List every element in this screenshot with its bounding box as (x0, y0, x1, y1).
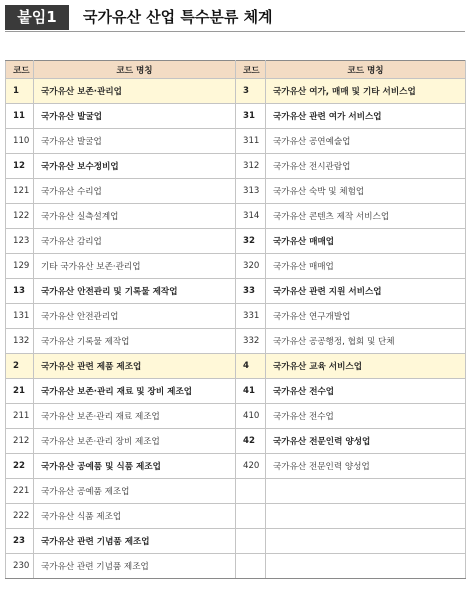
table-row (6, 254, 466, 279)
row-code-right (236, 554, 266, 579)
row-code-left: 122 (6, 204, 34, 229)
row-name-left: 국가유산 공예품 및 식품 제조업 (34, 454, 236, 479)
row-name-left: 국가유산 관련 기념품 제조업 (34, 554, 236, 579)
row-code-left: 221 (6, 479, 34, 504)
row-name-left: 국가유산 발굴업 (34, 129, 236, 154)
row-name-right (266, 479, 466, 504)
header-name-left: 코드 명칭 (34, 61, 236, 79)
row-name-right: 국가유산 전수업 (266, 404, 466, 429)
row-name-left: 국가유산 보존·관리 재료 제조업 (34, 404, 236, 429)
row-name-right: 국가유산 매매업 (266, 254, 466, 279)
row-name-right: 국가유산 콘텐츠 제작 서비스업 (266, 204, 466, 229)
row-name-left: 국가유산 안전관리 및 기록물 제작업 (34, 279, 236, 304)
row-code-left: 222 (6, 504, 34, 529)
row-code-right: 3 (236, 79, 266, 104)
row-code-left: 12 (6, 154, 34, 179)
table-row (6, 129, 466, 154)
title-divider (5, 31, 465, 32)
row-code-right: 41 (236, 379, 266, 404)
table-row (6, 529, 466, 554)
row-name-right: 국가유산 전문인력 양성업 (266, 454, 466, 479)
table-row (6, 204, 466, 229)
row-name-left: 국가유산 수리업 (34, 179, 236, 204)
row-code-right: 320 (236, 254, 266, 279)
row-name-left: 국가유산 실측설계업 (34, 204, 236, 229)
row-name-left: 기타 국가유산 보존·관리업 (34, 254, 236, 279)
row-code-right: 410 (236, 404, 266, 429)
row-code-left: 13 (6, 279, 34, 304)
row-name-right: 국가유산 매매업 (266, 229, 466, 254)
row-code-left: 212 (6, 429, 34, 454)
row-code-left: 123 (6, 229, 34, 254)
document-title: 국가유산 산업 특수분류 체계 (83, 8, 273, 26)
row-name-left: 국가유산 안전관리업 (34, 304, 236, 329)
row-code-right: 4 (236, 354, 266, 379)
row-name-right: 국가유산 관련 지원 서비스업 (266, 279, 466, 304)
row-name-left: 국가유산 관련 기념품 제조업 (34, 529, 236, 554)
row-code-left: 22 (6, 454, 34, 479)
table-row (6, 279, 466, 304)
row-code-right: 313 (236, 179, 266, 204)
row-name-left: 국가유산 보존·관리 장비 제조업 (34, 429, 236, 454)
table-body (6, 79, 466, 579)
row-code-left: 1 (6, 79, 34, 104)
row-name-right (266, 554, 466, 579)
row-name-left: 국가유산 보존·관리 재료 및 장비 제조업 (34, 379, 236, 404)
attachment-badge: 붙임1 (5, 5, 69, 30)
row-name-right: 국가유산 교육 서비스업 (266, 354, 466, 379)
row-code-left: 129 (6, 254, 34, 279)
row-code-right: 331 (236, 304, 266, 329)
row-name-left: 국가유산 감리업 (34, 229, 236, 254)
row-name-right: 국가유산 관련 여가 서비스업 (266, 104, 466, 129)
row-code-right (236, 504, 266, 529)
row-code-right: 31 (236, 104, 266, 129)
row-code-left: 110 (6, 129, 34, 154)
row-code-right: 33 (236, 279, 266, 304)
row-code-left: 211 (6, 404, 34, 429)
row-code-right: 332 (236, 329, 266, 354)
row-code-left: 132 (6, 329, 34, 354)
header-code-right: 코드 (236, 61, 266, 79)
row-code-left: 2 (6, 354, 34, 379)
row-code-left: 131 (6, 304, 34, 329)
row-name-right (266, 504, 466, 529)
row-code-right: 420 (236, 454, 266, 479)
table-row (6, 79, 466, 104)
row-name-right: 국가유산 여가, 매매 및 기타 서비스업 (266, 79, 466, 104)
table-row (6, 454, 466, 479)
header-code-left: 코드 (6, 61, 34, 79)
classification-table (5, 60, 466, 579)
row-name-right (266, 529, 466, 554)
row-name-right: 국가유산 전수업 (266, 379, 466, 404)
table-row (6, 154, 466, 179)
table-row (6, 179, 466, 204)
row-name-right: 국가유산 전문인력 양성업 (266, 429, 466, 454)
row-code-right: 311 (236, 129, 266, 154)
row-code-left: 21 (6, 379, 34, 404)
document-header (5, 5, 465, 30)
row-code-right: 314 (236, 204, 266, 229)
row-code-right (236, 479, 266, 504)
table-row (6, 229, 466, 254)
table-header-row (6, 61, 466, 79)
table-row (6, 379, 466, 404)
header-name-right: 코드 명칭 (266, 61, 466, 79)
row-code-right: 42 (236, 429, 266, 454)
table-row (6, 354, 466, 379)
row-name-left: 국가유산 보수정비업 (34, 154, 236, 179)
row-code-right (236, 529, 266, 554)
table-row (6, 504, 466, 529)
row-name-left: 국가유산 관련 제품 제조업 (34, 354, 236, 379)
row-name-right: 국가유산 공공행정, 협회 및 단체 (266, 329, 466, 354)
row-code-right: 312 (236, 154, 266, 179)
row-code-left: 230 (6, 554, 34, 579)
row-code-left: 23 (6, 529, 34, 554)
table-row (6, 554, 466, 579)
table-row (6, 429, 466, 454)
row-code-left: 121 (6, 179, 34, 204)
table-row (6, 104, 466, 129)
row-name-left: 국가유산 식품 제조업 (34, 504, 236, 529)
row-code-left: 11 (6, 104, 34, 129)
table-row (6, 404, 466, 429)
row-name-left: 국가유산 공예품 제조업 (34, 479, 236, 504)
row-name-right: 국가유산 연구개발업 (266, 304, 466, 329)
row-name-left: 국가유산 발굴업 (34, 104, 236, 129)
table-row (6, 329, 466, 354)
row-name-right: 국가유산 공연예술업 (266, 129, 466, 154)
row-code-right: 32 (236, 229, 266, 254)
row-name-left: 국가유산 기록물 제작업 (34, 329, 236, 354)
table-row (6, 304, 466, 329)
row-name-right: 국가유산 전시관람업 (266, 154, 466, 179)
row-name-left: 국가유산 보존·관리업 (34, 79, 236, 104)
table-row (6, 479, 466, 504)
row-name-right: 국가유산 숙박 및 체험업 (266, 179, 466, 204)
